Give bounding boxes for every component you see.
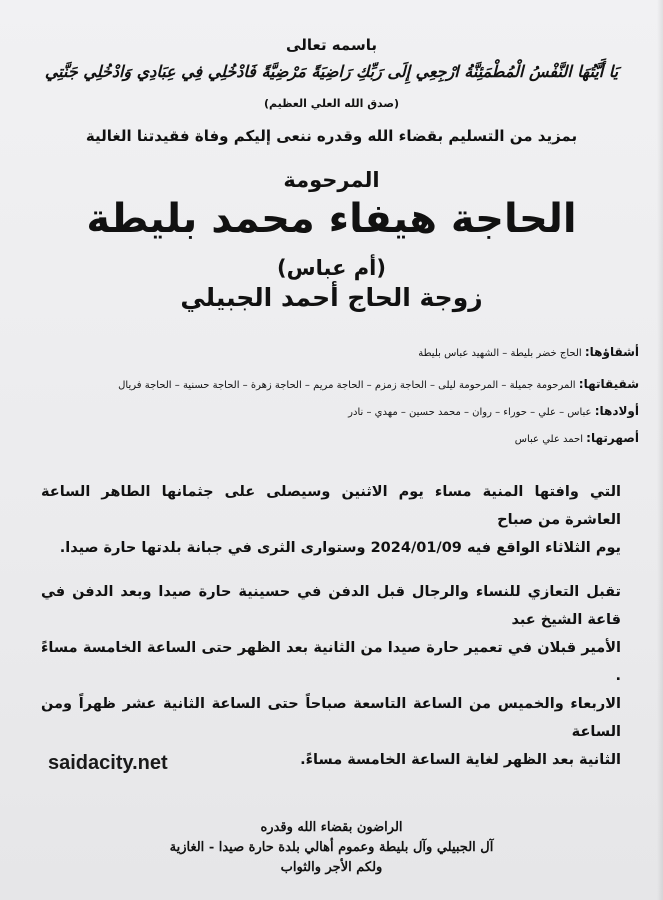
announcement-intro: بمزيد من التسليم بقضاء الله وقدره ننعى إليكم وفاة فقيدتنا الغالية	[85, 127, 578, 145]
condolences-line: الثانية بعد الظهر لغاية الساعة الخامسة مساءً.	[300, 752, 621, 768]
deceased-prefix: المرحومة	[283, 168, 380, 192]
condolences-line: تقبل التعازي للنساء والرجال قبل الدفن في حسينية حارة صيدا وبعد الدفن في قاعة الشيخ عبد	[41, 584, 621, 628]
relatives-names: المرحومة جميلة – المرحومة ليلى – الحاجة زمزم – الحاجة مريم – الحاجة زهرة – الحاجة حسنية – الحاجة فريال	[118, 380, 576, 391]
condolences-line: الاربعاء والخميس من الساعة التاسعة صباحاً حتى الساعة الثانية عشر ظهراً ومن الساعة	[41, 696, 621, 740]
site-watermark: saidacity.net	[48, 752, 168, 774]
relatives-names: عباس – علي – حوراء – روان – محمد حسين – مهدي – نادر	[348, 407, 592, 418]
relatives-label: أولادها:	[594, 404, 639, 418]
funeral-line: يوم الثلاثاء الواقع فيه 2024/01/09 وستوارى الثرى في جبانة بلدتها حارة صيدا.	[59, 540, 621, 556]
verse-closing: (صدق الله العلي العظيم)	[263, 97, 400, 110]
quran-verse: يَا أَيَّتُهَا النَّفْسُ الْمُطْمَئِنَّةُ ارْجِعِي إِلَى رَبِّكِ رَاضِيَةً مَرْضِيَّةً فَادْخُلِي فِي عِبَادِي وَادْخُلِي جَنَّتِي	[44, 62, 619, 81]
deceased-name: الحاجة هيفاء محمد بليطة	[86, 196, 577, 242]
relatives-sisters	[118, 377, 639, 391]
relatives-names: احمد علي عباس	[514, 434, 583, 445]
relatives-label: شقيقاتها:	[578, 377, 639, 391]
closing-reward: ولكم الأجر والثواب	[280, 860, 383, 875]
basmala: باسمه تعالى	[286, 36, 377, 54]
deceased-husband: زوجة الحاج أحمد الجبيلي	[180, 283, 483, 312]
condolences-paragraph	[41, 578, 621, 774]
deceased-kunya: (أم عباس)	[277, 256, 386, 280]
closing-line: الراضون بقضاء الله وقدره	[260, 820, 403, 835]
relatives-sons-in-law	[515, 431, 639, 445]
page-edge-shadow	[657, 0, 663, 900]
relatives-brothers	[418, 345, 639, 359]
relatives-label: أشقاؤها:	[584, 345, 639, 359]
relatives-children	[348, 404, 639, 418]
relatives-names: الحاج خضر بليطة – الشهيد عباس بليطة	[418, 348, 582, 359]
relatives-label: أصهرتها:	[586, 431, 639, 445]
closing-families: آل الجبيلي وآل بليطة وعموم أهالي بلدة حارة صيدا - الغازية	[169, 840, 494, 855]
condolences-line: الأمير قبلان في تعمير حارة صيدا من الثانية بعد الظهر حتى الساعة الخامسة مساءً .	[41, 640, 621, 684]
funeral-paragraph	[41, 478, 621, 562]
funeral-line: التي وافتها المنية مساء يوم الاثنين وسيصلى على جثمانها الطاهر الساعة العاشرة من صباح	[41, 484, 621, 528]
